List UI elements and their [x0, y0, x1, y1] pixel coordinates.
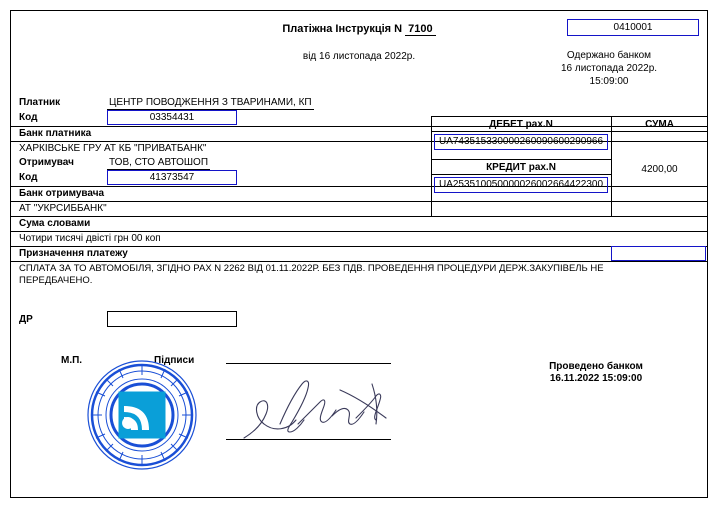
divider-5 [11, 216, 707, 217]
stamp-label: М.П. [61, 355, 83, 366]
receiver-bank-name: АТ "УКРСИББАНК" [19, 203, 107, 214]
document-title-text: Платіжна Інструкція N [282, 23, 403, 35]
dr-value-box [107, 311, 237, 327]
receiver-name: ТОВ, СТО АВТОШОП [109, 157, 209, 168]
receiver-code-label: Код [19, 172, 38, 183]
receiver-label: Отримувач [19, 157, 74, 168]
purpose-text: СПЛАТА ЗА ТО АВТОМОБІЛЯ, ЗГІДНО РАХ N 2262 ВІД 01.11.2022Р. БЕЗ ПДВ. ПРОВЕДЕННЯ ПРОЦЕДУРИ ДЕРЖ.ЗАКУПІВЕЛЬ НЕ ПЕРЕДБАЧЕНО. [19, 263, 604, 286]
amount-words-label: Сума словами [19, 218, 91, 229]
payer-code-value: 03354431 [107, 110, 237, 125]
form-code-box: 0410001 [567, 19, 699, 36]
received-by-bank-date: 16 листопада 2022р. [560, 63, 658, 74]
payer-label: Платник [19, 97, 61, 108]
debit-account-value: UA743515330000260090600290966 [434, 134, 608, 150]
divider-7 [11, 246, 707, 247]
dr-label: ДР [19, 314, 33, 325]
document-number: 7100 [405, 23, 435, 36]
bank-processed-mark [506, 361, 686, 385]
payment-order-form [10, 10, 708, 498]
payer-code-label: Код [19, 112, 38, 123]
bank-processed-line1: Проведено банком [549, 361, 643, 372]
sum-value: 4200,00 [641, 164, 678, 175]
signature-line-1 [226, 363, 391, 364]
purpose-label: Призначення платежу [19, 248, 128, 259]
bank-processed-line2: 16.11.2022 15:09:00 [549, 373, 643, 384]
credit-account-value: UA253510050000026002664422300 [434, 177, 608, 193]
credit-account-label: КРЕДИТ рах.N [486, 162, 556, 173]
debit-account-label: ДЕБЕТ рах.N [489, 119, 553, 130]
accounts-rule-2 [431, 131, 708, 132]
divider-6 [11, 231, 707, 232]
accounts-rule-4 [431, 174, 611, 175]
signatures-label: Підписи [154, 355, 195, 366]
received-by-bank-block [519, 49, 699, 88]
payer-bank-name: ХАРКІВСЬКЕ ГРУ АТ КБ "ПРИВАТБАНК" [19, 143, 207, 154]
receiver-bank-label: Банк отримувача [19, 188, 105, 199]
sum-label: СУМА [645, 119, 674, 130]
receiver-code-value: 41373547 [107, 170, 237, 185]
payer-bank-label: Банк платника [19, 128, 92, 139]
document-date: від 16 листопада 2022р. [302, 51, 416, 62]
accounts-rule-5 [431, 201, 708, 202]
company-stamp-icon [86, 359, 198, 471]
purpose-code-box [611, 246, 706, 261]
handwritten-signature [236, 366, 416, 456]
divider-8 [11, 261, 707, 262]
payer-name: ЦЕНТР ПОВОДЖЕННЯ З ТВАРИНАМИ, КП [109, 97, 312, 108]
accounts-rule-3 [431, 159, 611, 160]
received-by-bank-label: Одержано банком [566, 50, 652, 61]
received-by-bank-time: 15:09:00 [589, 76, 629, 87]
accounts-top-rule [431, 116, 708, 117]
amount-words-value: Чотири тисячі двісті грн 00 коп [19, 233, 161, 244]
